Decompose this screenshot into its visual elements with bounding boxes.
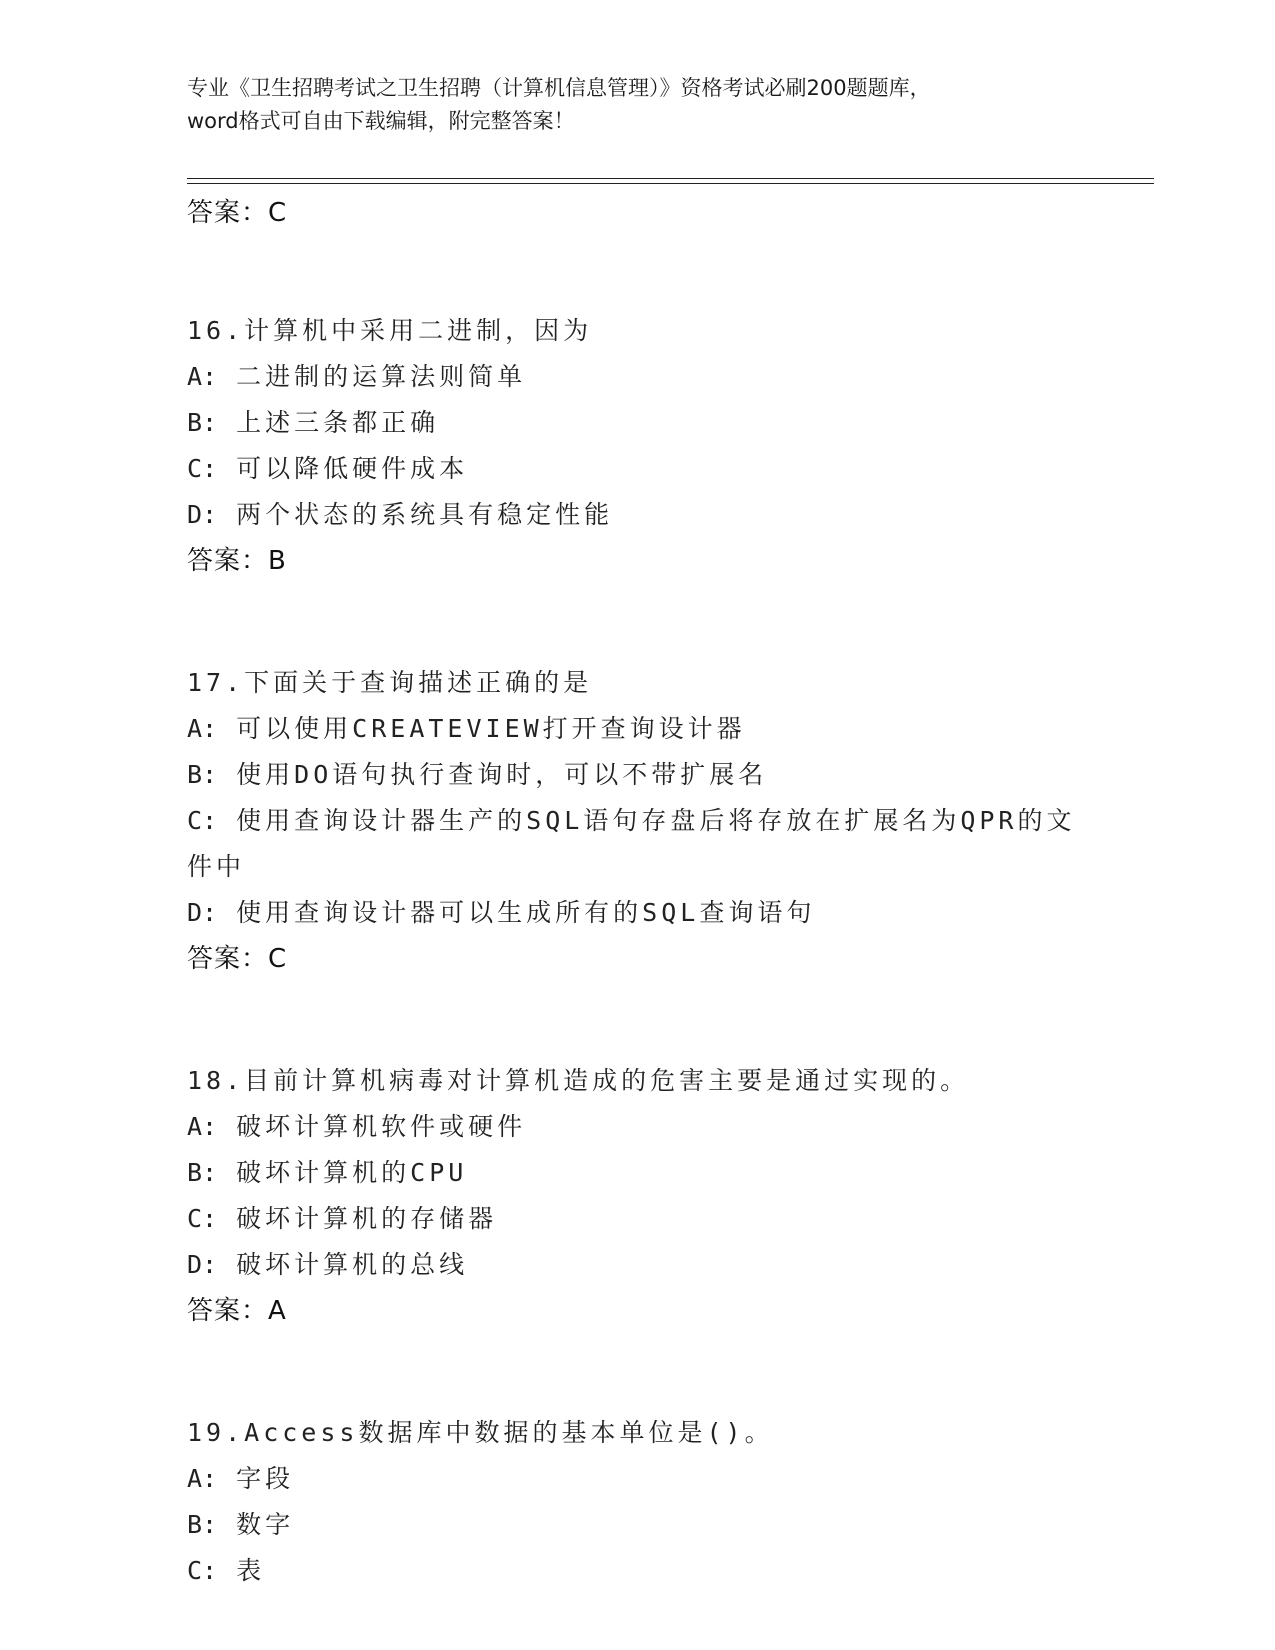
option-c bbox=[187, 1196, 1087, 1242]
option-d bbox=[187, 890, 1087, 936]
answer-line: 答案：A bbox=[187, 1296, 287, 1326]
option-b bbox=[187, 752, 1087, 798]
option-a bbox=[187, 1456, 1087, 1502]
option-a bbox=[187, 354, 1087, 400]
option-text: 使用DO语句执行查询时，可以不带扩展名 bbox=[236, 760, 768, 789]
option-label: D: bbox=[187, 898, 218, 927]
option-label: B: bbox=[187, 1158, 218, 1187]
option-label: C: bbox=[187, 454, 218, 483]
option-label: B: bbox=[187, 1510, 218, 1539]
question-text: 19.Access数据库中数据的基本单位是()。 bbox=[187, 1418, 774, 1447]
option-label: C: bbox=[187, 806, 218, 835]
option-text: 表 bbox=[236, 1556, 266, 1585]
option-label: A: bbox=[187, 1112, 218, 1141]
option-text: 两个状态的系统具有稳定性能 bbox=[236, 500, 614, 529]
question-19 bbox=[187, 1410, 1087, 1594]
option-label: C: bbox=[187, 1204, 218, 1233]
option-d bbox=[187, 1242, 1087, 1288]
answer-line: 答案：B bbox=[187, 546, 287, 576]
option-text: 二进制的运算法则简单 bbox=[236, 362, 527, 391]
option-text: 破坏计算机软件或硬件 bbox=[236, 1112, 527, 1141]
answer-line: 答案：C bbox=[187, 198, 288, 228]
option-c bbox=[187, 1548, 1087, 1594]
question-17 bbox=[187, 660, 1087, 982]
option-a bbox=[187, 706, 1087, 752]
option-label: A: bbox=[187, 362, 218, 391]
option-text: 数字 bbox=[236, 1510, 295, 1539]
option-text: 破坏计算机的总线 bbox=[236, 1250, 469, 1279]
option-b bbox=[187, 1150, 1087, 1196]
option-label: D: bbox=[187, 500, 218, 529]
option-label: B: bbox=[187, 760, 218, 789]
option-c bbox=[187, 798, 1087, 890]
option-b bbox=[187, 400, 1087, 446]
document-header bbox=[187, 72, 1087, 138]
question-16 bbox=[187, 308, 1087, 584]
question-text: 16.计算机中采用二进制，因为 bbox=[187, 316, 593, 345]
option-text: 破坏计算机的存储器 bbox=[236, 1204, 498, 1233]
option-text: 破坏计算机的CPU bbox=[236, 1158, 468, 1187]
header-divider-bottom bbox=[187, 183, 1154, 184]
option-text: 可以降低硬件成本 bbox=[236, 454, 469, 483]
option-text: 可以使用CREATEVIEW打开查询设计器 bbox=[236, 714, 746, 743]
answer-line: 答案：C bbox=[187, 944, 288, 974]
option-text: 上述三条都正确 bbox=[236, 408, 440, 437]
question-18 bbox=[187, 1058, 1087, 1334]
option-label: B: bbox=[187, 408, 218, 437]
question-text: 18.目前计算机病毒对计算机造成的危害主要是通过实现的。 bbox=[187, 1066, 970, 1095]
option-text: 使用查询设计器生产的SQL语句存盘后将存放在扩展名为QPR的文件中 bbox=[187, 806, 1076, 881]
option-b bbox=[187, 1502, 1087, 1548]
question-text: 17.下面关于查询描述正确的是 bbox=[187, 668, 593, 697]
option-label: D: bbox=[187, 1250, 218, 1279]
option-label: C: bbox=[187, 1556, 218, 1585]
question-list bbox=[187, 190, 1087, 1594]
option-text: 使用查询设计器可以生成所有的SQL查询语句 bbox=[236, 898, 816, 927]
option-label: A: bbox=[187, 1464, 218, 1493]
option-text: 字段 bbox=[236, 1464, 295, 1493]
header-line-2: word格式可自由下载编辑，附完整答案！ bbox=[187, 109, 575, 133]
header-line-1: 专业《卫生招聘考试之卫生招聘（计算机信息管理）》资格考试必刷200题题库， bbox=[187, 76, 931, 100]
option-label: A: bbox=[187, 714, 218, 743]
header-divider-top bbox=[187, 178, 1154, 179]
option-a bbox=[187, 1104, 1087, 1150]
option-d bbox=[187, 492, 1087, 538]
option-c bbox=[187, 446, 1087, 492]
